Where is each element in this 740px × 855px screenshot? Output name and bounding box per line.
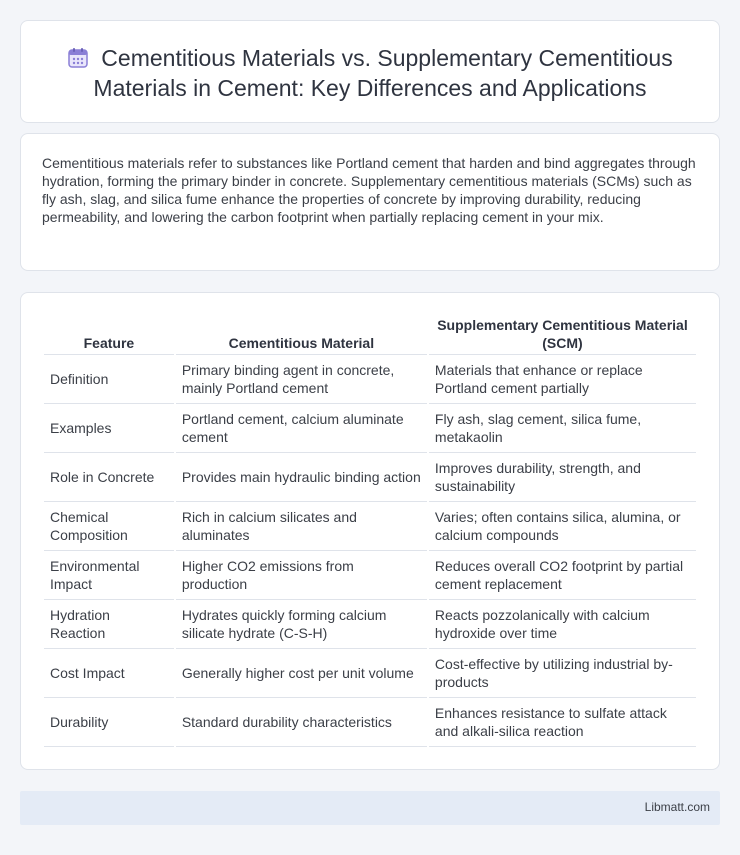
row-feature: Cost Impact (44, 649, 174, 698)
row-cementitious: Rich in calcium silicates and aluminates (176, 502, 427, 551)
row-cementitious: Higher CO2 emissions from production (176, 551, 427, 600)
table-row (44, 698, 696, 747)
table-header-row (44, 314, 696, 355)
row-feature: Hydration Reaction (44, 600, 174, 649)
row-scm: Varies; often contains silica, alumina, or calcium compounds (429, 502, 696, 551)
footer-bar (20, 791, 720, 825)
table-row (44, 649, 696, 698)
row-scm: Reacts pozzolanically with calcium hydroxide over time (429, 600, 696, 649)
row-feature: Chemical Composition (44, 502, 174, 551)
row-scm: Enhances resistance to sulfate attack and alkali-silica reaction (429, 698, 696, 747)
row-scm: Cost-effective by utilizing industrial by-products (429, 649, 696, 698)
comparison-table-card (20, 292, 720, 770)
row-scm: Materials that enhance or replace Portland cement partially (429, 355, 696, 404)
comparison-table (42, 314, 698, 747)
row-cementitious: Primary binding agent in concrete, mainly Portland cement (176, 355, 427, 404)
row-cementitious: Hydrates quickly forming calcium silicate hydrate (C-S-H) (176, 600, 427, 649)
intro-paragraph: Cementitious materials refer to substances like Portland cement that harden and bind aggregates through hydration, forming the primary binder in concrete. Supplementary cementitious materials (SCMs) such as fly ash, slag, and silica fume enhance the properties of concrete by improving durability, reducing permeability, and lowering the carbon footprint when partially replacing cement in your mix. (42, 155, 696, 225)
table-row (44, 355, 696, 404)
row-cementitious: Provides main hydraulic binding action (176, 453, 427, 502)
row-cementitious: Generally higher cost per unit volume (176, 649, 427, 698)
page-title: Cementitious Materials vs. Supplementary Cementitious Materials in Cement: Key Differences and Applications (93, 45, 673, 101)
row-feature: Definition (44, 355, 174, 404)
footer-site-link[interactable]: Libmatt.com (644, 800, 710, 814)
row-cementitious: Portland cement, calcium aluminate cement (176, 404, 427, 453)
row-scm: Improves durability, strength, and sustainability (429, 453, 696, 502)
title-card (20, 20, 720, 123)
row-feature: Environmental Impact (44, 551, 174, 600)
row-feature: Examples (44, 404, 174, 453)
row-scm: Fly ash, slag cement, silica fume, metakaolin (429, 404, 696, 453)
row-scm: Reduces overall CO2 footprint by partial cement replacement (429, 551, 696, 600)
table-row (44, 404, 696, 453)
intro-card (20, 133, 720, 271)
table-row (44, 600, 696, 649)
row-feature: Role in Concrete (44, 453, 174, 502)
table-row (44, 502, 696, 551)
header-cementitious: Cementitious Material (176, 314, 427, 355)
table-row (44, 453, 696, 502)
row-feature: Durability (44, 698, 174, 747)
header-feature: Feature (44, 314, 174, 355)
table-row (44, 551, 696, 600)
calendar-icon (67, 46, 89, 68)
header-scm: Supplementary Cementitious Material (SCM) (429, 314, 696, 355)
page-title-wrap (21, 43, 719, 103)
row-cementitious: Standard durability characteristics (176, 698, 427, 747)
